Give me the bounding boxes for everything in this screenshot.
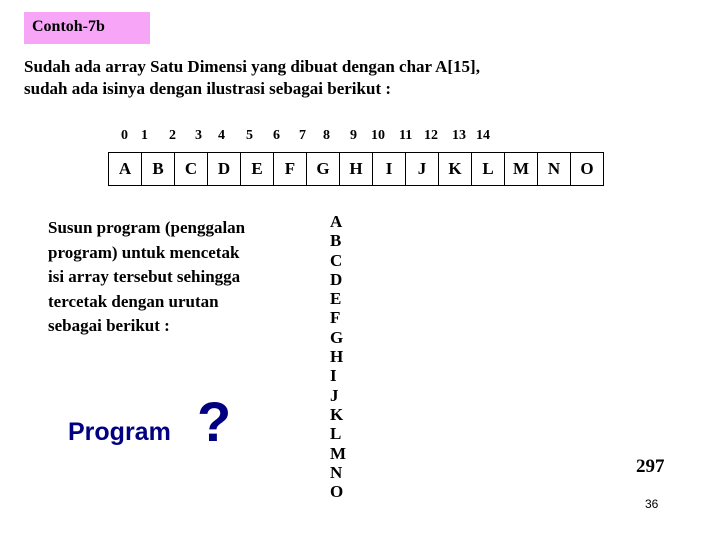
task-line: tercetak dengan urutan xyxy=(48,291,219,311)
output-item: F xyxy=(330,308,341,328)
output-item: H xyxy=(330,347,344,367)
array-cell: B xyxy=(141,152,175,186)
task-line: sebagai berikut : xyxy=(48,316,170,335)
intro-text xyxy=(24,56,664,100)
index-label: 0 xyxy=(121,128,128,143)
index-label: 12 xyxy=(424,128,438,143)
output-item: N xyxy=(330,462,343,482)
array-cell: O xyxy=(570,152,604,186)
output-item: M xyxy=(330,443,347,463)
output-item: A xyxy=(330,212,343,231)
array-cell: N xyxy=(537,152,571,186)
array-cells xyxy=(108,152,604,186)
slide-title-box xyxy=(24,12,150,44)
slide-title: Contoh-7b xyxy=(32,18,105,35)
slide-number: 36 xyxy=(645,497,659,511)
array-cell: H xyxy=(339,152,373,186)
array-cell: I xyxy=(372,152,406,186)
output-item: E xyxy=(330,289,342,309)
index-label: 1 xyxy=(141,128,148,143)
index-label: 14 xyxy=(476,128,490,143)
index-label: 10 xyxy=(371,128,385,143)
index-label: 6 xyxy=(273,128,280,143)
index-label: 8 xyxy=(323,128,330,143)
index-label: 11 xyxy=(399,128,413,143)
output-item: C xyxy=(330,250,343,270)
index-label: 7 xyxy=(299,128,306,143)
array-cell: M xyxy=(504,152,538,186)
output-item: O xyxy=(330,482,344,502)
output-item: B xyxy=(330,231,342,251)
index-label: 4 xyxy=(218,128,225,143)
index-label: 13 xyxy=(452,128,466,143)
array-cell: L xyxy=(471,152,505,186)
task-line: Susun program (penggalan xyxy=(48,218,246,237)
index-label: 2 xyxy=(169,128,176,143)
output-list xyxy=(330,212,350,501)
task-description xyxy=(48,216,298,339)
question-mark-icon: ? xyxy=(197,390,232,453)
task-line: program) untuk mencetak xyxy=(48,242,240,262)
array-cell: F xyxy=(273,152,307,186)
output-item: K xyxy=(330,404,344,424)
intro-line-1: Sudah ada array Satu Dimensi yang dibuat dengan char A[15], xyxy=(24,57,480,76)
index-label: 9 xyxy=(350,128,357,143)
program-label: Program xyxy=(68,418,171,446)
array-cell: K xyxy=(438,152,472,186)
output-item: J xyxy=(330,385,339,405)
task-line: isi array tersebut sehingga xyxy=(48,267,241,286)
page-number: 297 xyxy=(636,456,665,477)
index-label: 3 xyxy=(195,128,202,143)
output-item: L xyxy=(330,424,342,444)
output-item: D xyxy=(330,269,343,289)
array-cell: D xyxy=(207,152,241,186)
array-cell: A xyxy=(108,152,142,186)
output-item: I xyxy=(330,366,337,386)
index-label: 5 xyxy=(246,128,253,143)
array-cell: G xyxy=(306,152,340,186)
array-cell: E xyxy=(240,152,274,186)
array-cell: C xyxy=(174,152,208,186)
array-cell: J xyxy=(405,152,439,186)
output-item: G xyxy=(330,327,344,347)
intro-line-2: sudah ada isinya dengan ilustrasi sebagai berikut : xyxy=(24,79,392,98)
